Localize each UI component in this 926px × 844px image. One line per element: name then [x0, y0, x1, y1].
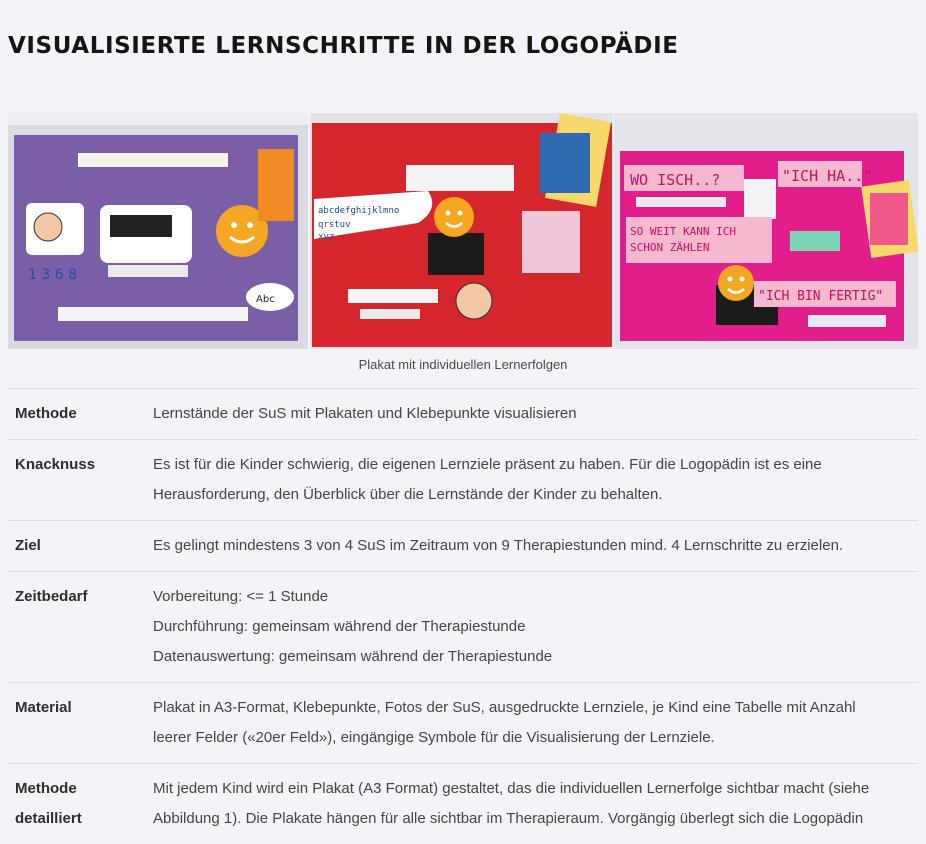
- child-face-emoji-3: [718, 265, 754, 301]
- poster-photo: [8, 113, 918, 349]
- so-weit-card: [626, 217, 772, 263]
- striped-card: [522, 211, 580, 273]
- info-row: [8, 572, 918, 683]
- info-row: [8, 521, 918, 572]
- row-value-line: Vorbereitung: <= 1 Stunde: [153, 582, 910, 612]
- poster-bottom-strip: [58, 307, 248, 321]
- alphabet-row1: abcdefghijklmno: [318, 206, 399, 216]
- alphabet-row3: xyz: [318, 232, 334, 242]
- row-label: [8, 389, 153, 440]
- poster-photo-collage: [8, 113, 918, 349]
- row-value-line: Es ist für die Kinder schwierig, die eigenen Lernziele präsent zu haben. Für die Logopädin ist es eine: [153, 450, 910, 480]
- row-value: [153, 389, 918, 440]
- so-weit-line2: SCHON ZÄHLEN: [630, 241, 709, 254]
- girl-drawing: [744, 179, 776, 219]
- page-title: VISUALISIERTE LERNSCHRITTE IN DER LOGOPÄDIE: [8, 33, 679, 59]
- row-value: [153, 521, 918, 572]
- row-label-text: Ziel: [15, 531, 153, 561]
- info-row: [8, 683, 918, 764]
- row-value-line: leerer Felder («20er Feld»), eingängige Symbole für die Visualisierung der Lernziele.: [153, 723, 910, 753]
- pink-dot-grid: [870, 193, 908, 245]
- emoji-eye: [446, 211, 451, 216]
- emoji-eye: [458, 211, 463, 216]
- wo-isch-label: WO ISCH..?: [630, 171, 720, 189]
- row-label: [8, 440, 153, 521]
- speech-face-icon: [456, 283, 492, 319]
- blue-dot-grid: [540, 133, 590, 193]
- dot-strip: [108, 265, 188, 277]
- emoji-eye-left: [231, 222, 237, 228]
- row-label: [8, 764, 153, 844]
- row-value-line: Es gelingt mindestens 3 von 4 SuS im Zeitraum von 9 Therapiestunden mind. 4 Lernschritte zu erzielen.: [153, 531, 910, 561]
- row-value-line: Mit jedem Kind wird ein Plakat (A3 Format) gestaltet, das die individuellen Lernerfolge sichtbar macht (siehe: [153, 774, 910, 804]
- row-value-line: Lernstände der SuS mit Plakaten und Klebepunkte visualisieren: [153, 399, 910, 429]
- emoji-eye-right: [247, 222, 253, 228]
- row-label-text: Methode: [15, 774, 153, 804]
- emoji-eye: [728, 277, 733, 282]
- so-weit-line1: SO WEIT KANN ICH: [630, 225, 736, 238]
- dot-strip-2: [360, 309, 420, 319]
- row-value-line: Plakat in A3-Format, Klebepunkte, Fotos der SuS, ausgedruckte Lernziele, je Kind eine Tabelle mit Anzahl: [153, 693, 910, 723]
- dot-strip-4: [636, 197, 726, 207]
- numbers-label: 1 3 6 8: [28, 267, 77, 283]
- abc-label: Abc: [256, 294, 275, 305]
- child-photo: [428, 233, 484, 275]
- row-label-text: Zeitbedarf: [15, 582, 153, 612]
- child-face-emoji-2: [434, 197, 474, 237]
- alphabet-row2: qrstuv: [318, 220, 351, 230]
- row-value: [153, 683, 918, 764]
- row-value: [153, 440, 918, 521]
- row-label: [8, 521, 153, 572]
- row-label: [8, 683, 153, 764]
- row-value-line: Herausforderung, den Überblick über die Lernstände der Kinder zu behalten.: [153, 480, 910, 510]
- row-label-text: Knacknuss: [15, 450, 153, 480]
- ich-bin-fertig-label: "ICH BIN FERTIG": [758, 289, 883, 304]
- row-value-line: Abbildung 1). Die Plakate hängen für alle sichtbar im Therapieraum. Vorgängig überlegt sich die Logopädin: [153, 804, 910, 834]
- row-label-text: Material: [15, 693, 153, 723]
- row-value: [153, 764, 918, 844]
- info-row: [8, 440, 918, 521]
- row-label-text: Methode: [15, 399, 153, 429]
- orange-dot-grid: [258, 149, 294, 221]
- info-row: [8, 764, 918, 844]
- emoji-eye: [740, 277, 745, 282]
- figure-caption: Plakat mit individuellen Lernerfolgen: [8, 357, 918, 372]
- ich-ha-label: "ICH HA..": [782, 167, 872, 185]
- info-row: [8, 389, 918, 440]
- row-label: [8, 572, 153, 683]
- row-value: [153, 572, 918, 683]
- poster-label-strip: [78, 153, 228, 167]
- face-symbol-icon: [34, 213, 62, 241]
- row-value-line: Durchführung: gemeinsam während der Therapiestunde: [153, 612, 910, 642]
- red-poster-strip: [348, 289, 438, 303]
- info-table-body: [8, 389, 918, 844]
- row-label-text: detailliert: [15, 804, 153, 834]
- row-value-line: Datenauswertung: gemeinsam während der Therapiestunde: [153, 642, 910, 672]
- dot-strip-3: [808, 315, 886, 327]
- red-poster-label: [406, 165, 514, 191]
- dice-symbol-icon: [110, 215, 172, 237]
- wall-top: [8, 113, 308, 125]
- info-table: [8, 388, 918, 844]
- green-note: [790, 231, 840, 251]
